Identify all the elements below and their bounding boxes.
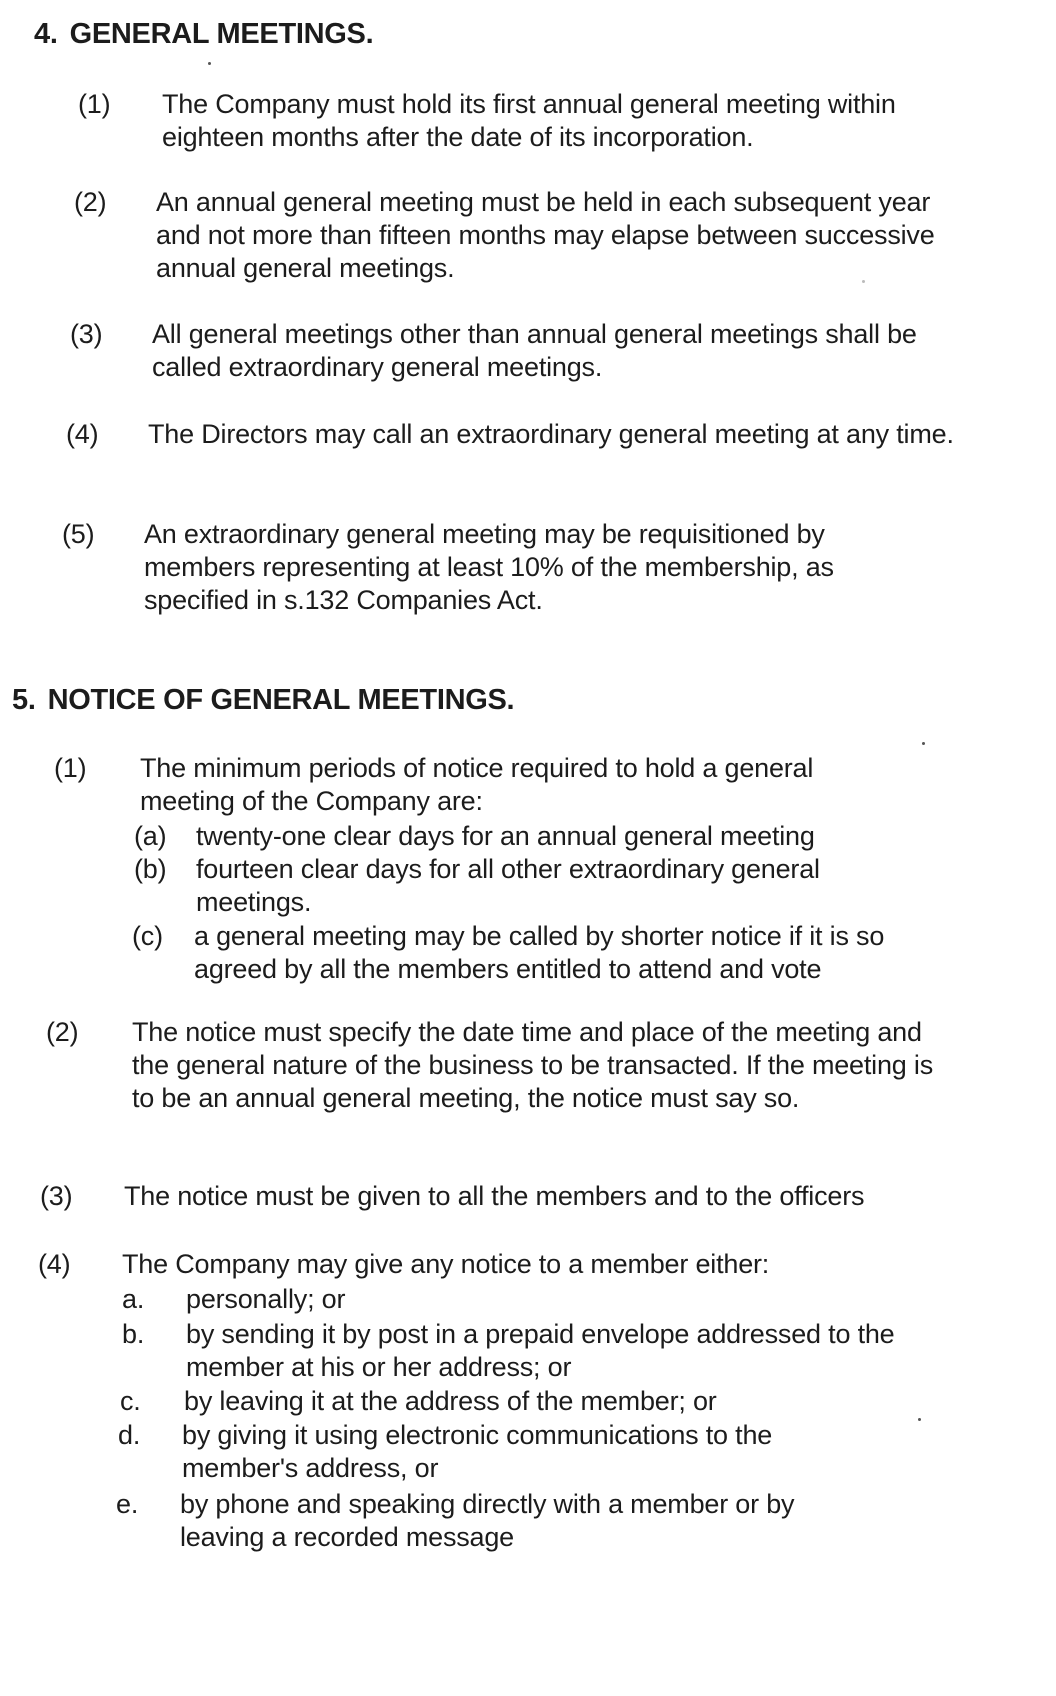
- scan-speck: [208, 62, 211, 65]
- clause-number: (4): [38, 1249, 71, 1279]
- list-item-text: fourteen clear days for all other extraordinary general meetings.: [196, 854, 820, 917]
- list-item-text: by phone and speaking directly with a member or by leaving a recorded message: [180, 1489, 795, 1552]
- section-number: 5.: [12, 684, 36, 716]
- clause-number: (3): [70, 319, 103, 349]
- list-item-marker: b.: [122, 1319, 145, 1349]
- clause-number: (1): [54, 753, 87, 783]
- clause-text: The Directors may call an extraordinary general meeting at any time.: [148, 419, 954, 449]
- clause-text: An extraordinary general meeting may be requisitioned by members representing at least 10% of the membership, as specified in s.132 Companies Act.: [144, 519, 834, 615]
- scan-speck: [918, 1418, 921, 1421]
- list-item-marker: e.: [116, 1489, 139, 1519]
- list-item-marker: (a): [134, 821, 167, 851]
- scan-speck: [862, 280, 865, 283]
- section-heading: [34, 18, 373, 51]
- list-item-text: a general meeting may be called by shorter notice if it is so agreed by all the members entitled to attend and vote: [194, 921, 885, 984]
- list-item-marker: a.: [122, 1284, 145, 1314]
- list-item-marker: (b): [134, 854, 167, 884]
- clause-number: (1): [78, 89, 111, 119]
- section-heading: [12, 684, 514, 717]
- clause-number: (2): [46, 1017, 79, 1047]
- section-title: NOTICE OF GENERAL MEETINGS.: [47, 684, 515, 716]
- list-item-text: twenty-one clear days for an annual general meeting: [196, 821, 815, 851]
- list-item-text: personally; or: [186, 1284, 346, 1314]
- clause-text: The Company must hold its first annual general meeting within eighteen months after the date of its incorporation.: [162, 89, 896, 152]
- section-title: GENERAL MEETINGS.: [69, 18, 374, 50]
- section-number: 4.: [34, 18, 58, 50]
- list-item-marker: c.: [120, 1386, 141, 1416]
- list-item-marker: d.: [118, 1420, 141, 1450]
- clause-number: (5): [62, 519, 95, 549]
- list-item-marker: (c): [132, 921, 163, 951]
- clause-number: (4): [66, 419, 99, 449]
- list-item-text: by giving it using electronic communications to the member's address, or: [182, 1420, 773, 1483]
- clause-text: The notice must specify the date time and place of the meeting and the general nature of the business to be transacted. If the meeting is to be an annual general meeting, the notice must say so.: [132, 1017, 934, 1113]
- clause-text: An annual general meeting must be held in each subsequent year and not more than fifteen months may elapse between successive annual general meetings.: [156, 187, 935, 283]
- clause-text: The notice must be given to all the members and to the officers: [124, 1181, 865, 1211]
- list-item-text: by leaving it at the address of the member; or: [184, 1386, 717, 1416]
- clause-number: (3): [40, 1181, 73, 1211]
- scan-speck: [922, 742, 925, 745]
- clause-text: The Company may give any notice to a member either:: [122, 1249, 770, 1279]
- clause-number: (2): [74, 187, 107, 217]
- clause-text: The minimum periods of notice required to hold a general meeting of the Company are:: [140, 753, 814, 816]
- list-item-text: by sending it by post in a prepaid envelope addressed to the member at his or her address; or: [186, 1319, 895, 1382]
- clause-text: All general meetings other than annual general meetings shall be called extraordinary general meetings.: [152, 319, 917, 382]
